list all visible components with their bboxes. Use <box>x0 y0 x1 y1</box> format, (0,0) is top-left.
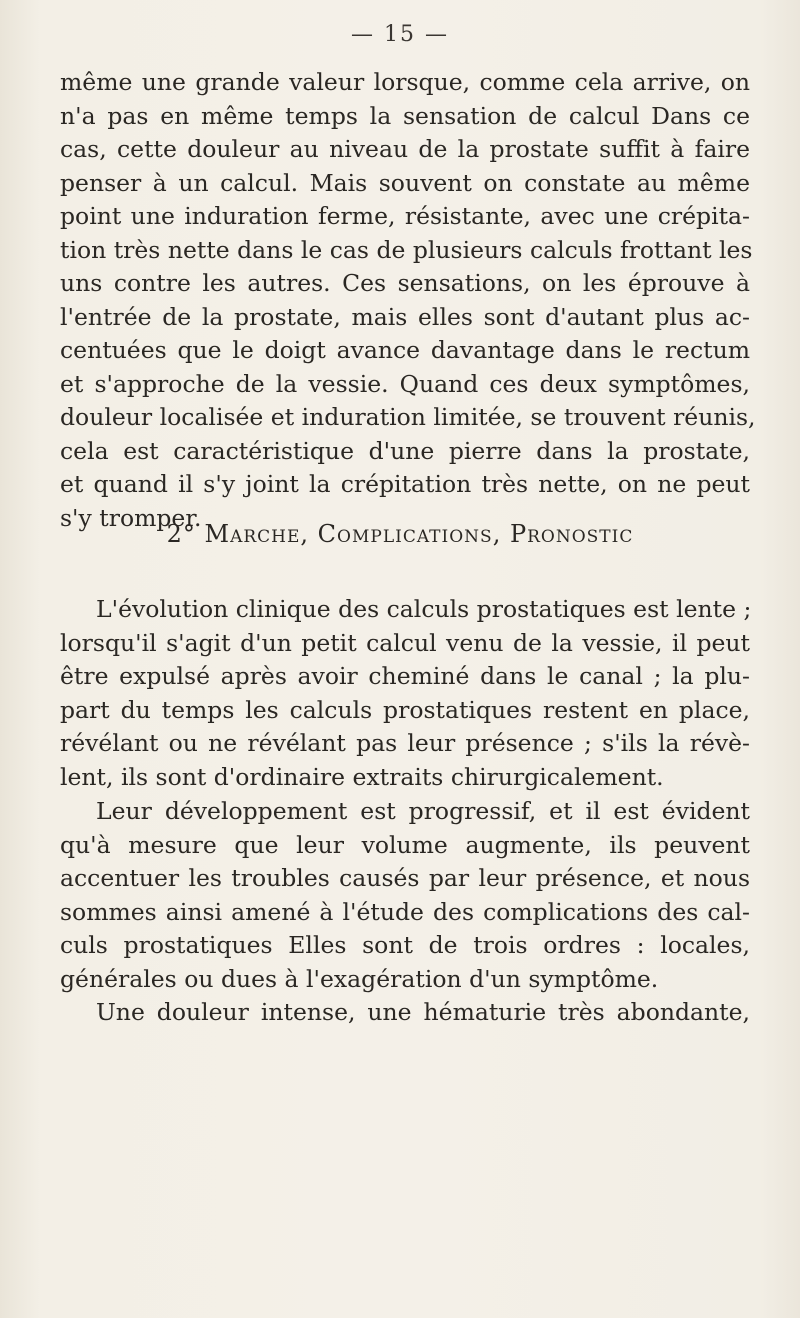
text-line: générales ou dues à l'exagération d'un symptôme. <box>60 964 659 993</box>
text-line: culs prostatiques Elles sont de trois ordres : locales, <box>60 931 750 959</box>
text-line: Une douleur intense, une hématurie très abondante, <box>96 998 750 1026</box>
text-line: être expulsé après avoir cheminé dans le canal ; la plu- <box>60 662 750 690</box>
text-line: centuées que le doigt avance davantage dans le rectum <box>60 336 750 364</box>
text-line: douleur localisée et induration limitée, se trouvent réunis, <box>60 403 756 431</box>
text-line: point une induration ferme, résistante, avec une crépita- <box>60 202 750 230</box>
text-line: Leur développement est progressif, et il est évident <box>96 797 750 825</box>
text-line: l'entrée de la prostate, mais elles sont d'autant plus ac- <box>60 302 750 331</box>
text-line: part du temps les calculs prostatiques restent en place, <box>60 695 750 724</box>
text-line: penser à un calcul. Mais souvent on constate au même <box>60 168 750 197</box>
text-line: n'a pas en même temps la sensation de calcul Dans ce <box>60 101 750 130</box>
text-line: lorsqu'il s'agit d'un petit calcul venu de la vessie, il peut <box>60 628 750 657</box>
text-line: accentuer les troubles causés par leur présence, et nous <box>60 864 750 892</box>
text-line: même une grande valeur lorsque, comme cela arrive, on <box>60 68 750 96</box>
page-number: — 15 — <box>351 22 449 47</box>
paragraph-evolution <box>60 593 750 794</box>
text-line: sommes ainsi amené à l'étude des complications des cal- <box>60 897 750 926</box>
text-line: et quand il s'y joint la crépitation très nette, on ne peut <box>60 470 750 498</box>
section-heading: 2° Marche, Complications, Pronostic <box>166 520 634 548</box>
text-line: et s'approche de la vessie. Quand ces deux symptômes, <box>60 369 750 398</box>
text-line: cas, cette douleur au niveau de la prostate suffit à faire <box>60 135 750 163</box>
text-line: uns contre les autres. Ces sensations, on les éprouve à <box>60 269 750 297</box>
text-line: tion très nette dans le cas de plusieurs calculs frottant les <box>60 235 753 264</box>
text-line: qu'à mesure que leur volume augmente, ils peuvent <box>60 830 750 859</box>
paragraph-complications <box>60 795 750 1030</box>
text-line: révélant ou ne révélant pas leur présence ; s'ils la révè- <box>60 729 750 757</box>
text-line: L'évolution clinique des calculs prostatiques est lente ; <box>96 595 752 623</box>
text-line: s'y tromper. <box>60 503 202 532</box>
text-line: cela est caractéristique d'une pierre dans la prostate, <box>60 436 750 465</box>
text-line: lent, ils sont d'ordinaire extraits chirurgicalement. <box>60 762 664 791</box>
paragraph-diagnosis <box>60 66 756 535</box>
